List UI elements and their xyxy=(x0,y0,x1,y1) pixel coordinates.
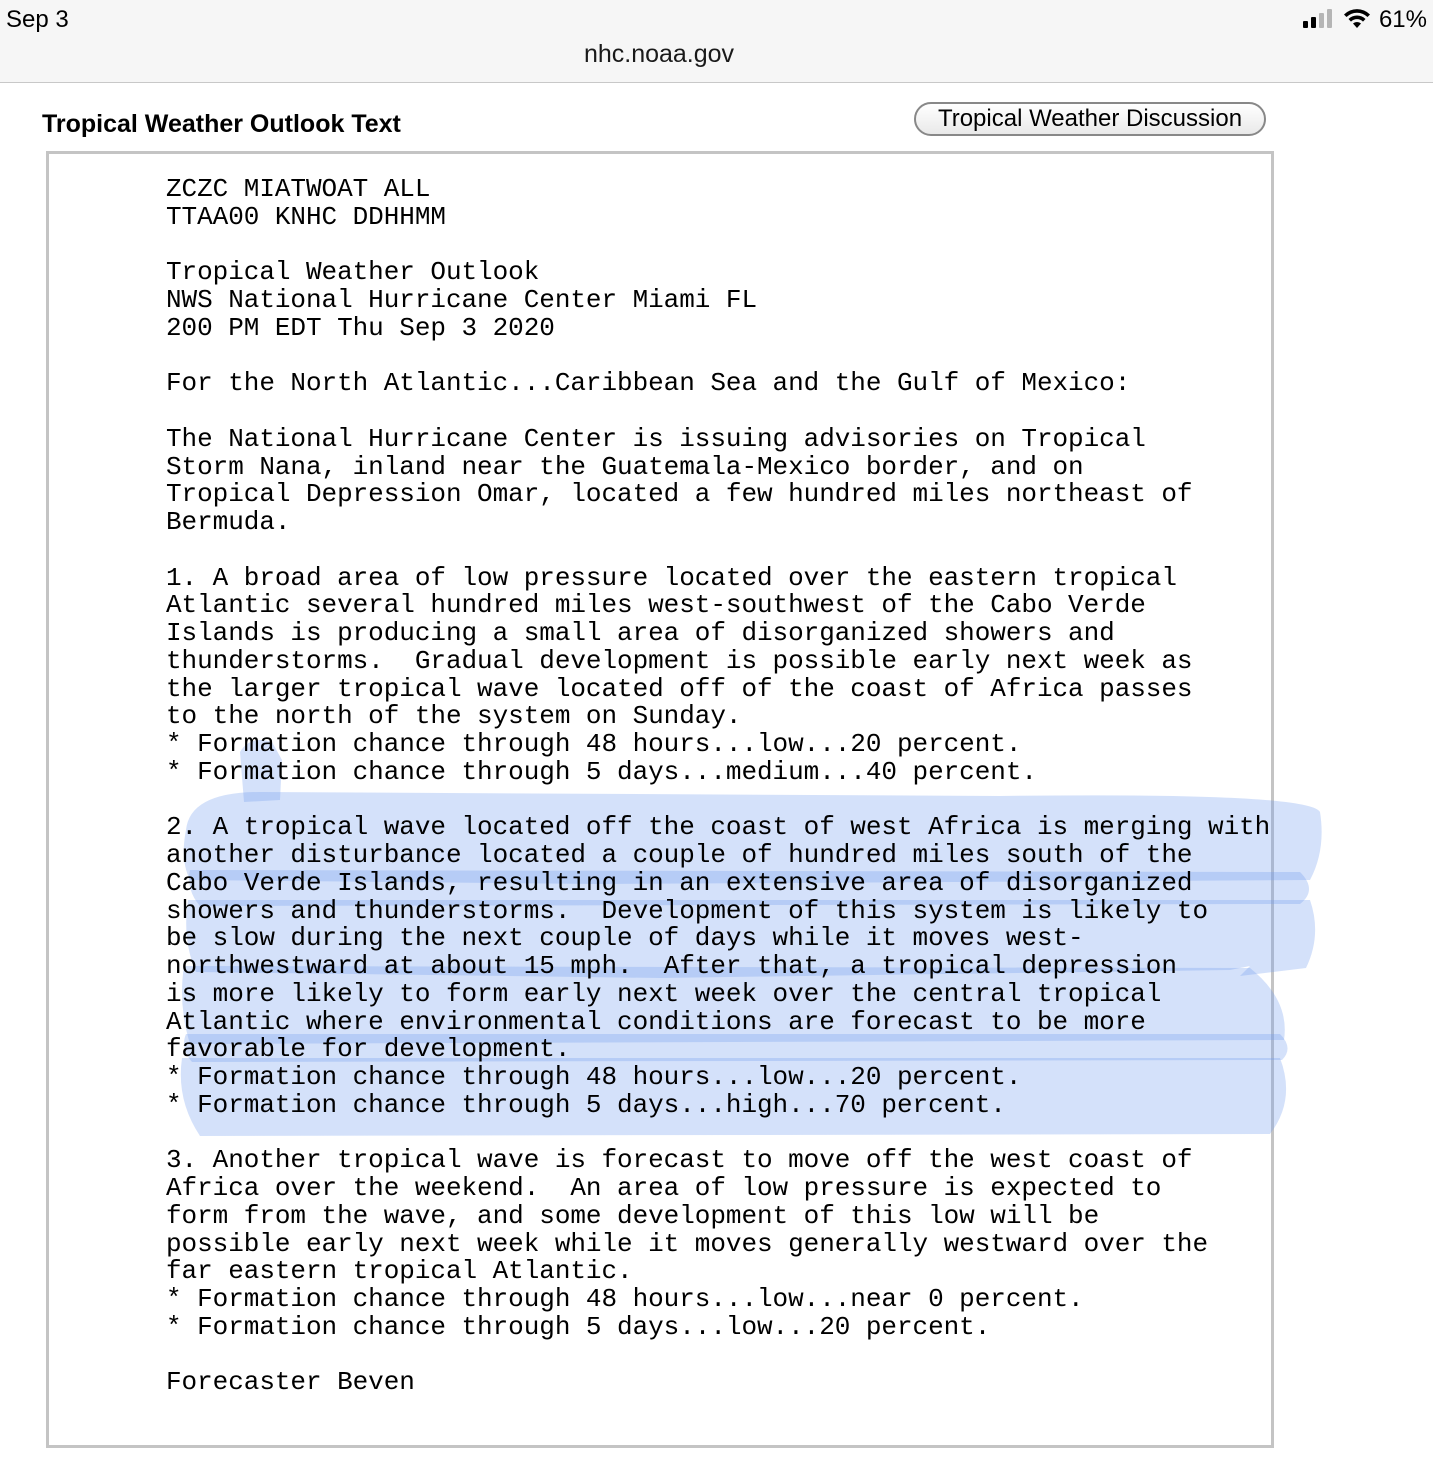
outlook-line: thunderstorms. Gradual development is possible early next week as xyxy=(166,645,1193,676)
outlook-text xyxy=(166,176,1270,1397)
outlook-line: Storm Nana, inland near the Guatemala-Mexico border, and on xyxy=(166,451,1084,482)
outlook-line: Bermuda. xyxy=(166,507,291,537)
outlook-line: Tropical Depression Omar, located a few hundred miles northeast of xyxy=(166,479,1193,510)
outlook-line: * Formation chance through 48 hours...low...20 percent. xyxy=(166,1062,1022,1092)
outlook-line: NWS National Hurricane Center Miami FL xyxy=(166,285,757,315)
status-date: Sep 3 xyxy=(6,6,69,33)
outlook-line: form from the wave, and some development of this low will be xyxy=(166,1200,1100,1231)
outlook-line: showers and thunderstorms. Development of this system is likely to xyxy=(166,895,1209,926)
status-indicators xyxy=(1303,5,1427,35)
cellular-signal-icon xyxy=(1303,8,1335,33)
outlook-line: 3. Another tropical wave is forecast to move off the west coast of xyxy=(166,1145,1193,1176)
outlook-line: * Formation chance through 5 days...low...20 percent. xyxy=(166,1311,991,1342)
outlook-line: far eastern tropical Atlantic. xyxy=(166,1256,633,1287)
outlook-line: * Formation chance through 5 days...medium...40 percent. xyxy=(166,756,1037,787)
browser-top-bar xyxy=(0,0,1433,83)
outlook-line: ZCZC MIATWOAT ALL xyxy=(166,174,431,204)
outlook-line: is more likely to form early next week over the central tropical xyxy=(166,978,1162,1009)
outlook-line: 200 PM EDT Thu Sep 3 2020 xyxy=(166,312,555,343)
outlook-line: favorable for development. xyxy=(166,1034,571,1065)
outlook-line: the larger tropical wave located off of the coast of Africa passes xyxy=(166,673,1193,704)
outlook-line: For the North Atlantic...Caribbean Sea and the Gulf of Mexico: xyxy=(166,368,1131,399)
outlook-line: Cabo Verde Islands, resulting in an extensive area of disorganized xyxy=(166,867,1193,898)
outlook-line: northwestward at about 15 mph. After that, a tropical depression xyxy=(166,951,1177,981)
outlook-line: * Formation chance through 48 hours...low...20 percent. xyxy=(166,729,1022,759)
outlook-line: 1. A broad area of low pressure located over the eastern tropical xyxy=(166,562,1177,593)
tropical-weather-discussion-button[interactable]: Tropical Weather Discussion xyxy=(914,102,1266,136)
address-bar-url[interactable]: nhc.noaa.gov xyxy=(583,40,735,68)
outlook-line: TTAA00 KNHC DDHHMM xyxy=(166,201,446,232)
outlook-line: The National Hurricane Center is issuing advisories on Tropical xyxy=(166,423,1146,454)
outlook-line: Tropical Weather Outlook xyxy=(166,257,540,288)
battery-percentage: 61% xyxy=(1378,6,1427,33)
outlook-line: possible early next week while it moves generally westward over the xyxy=(166,1228,1209,1259)
outlook-line: to the north of the system on Sunday. xyxy=(166,701,742,732)
wifi-icon xyxy=(1343,7,1371,34)
outlook-line: Atlantic several hundred miles west-southwest of the Cabo Verde xyxy=(166,590,1146,621)
page-title: Tropical Weather Outlook Text xyxy=(42,110,401,138)
outlook-line: be slow during the next couple of days while it moves west- xyxy=(166,923,1084,954)
outlook-line: Africa over the weekend. An area of low pressure is expected to xyxy=(166,1173,1162,1203)
outlook-line: * Formation chance through 5 days...high...70 percent. xyxy=(166,1089,1006,1120)
outlook-line: another disturbance located a couple of hundred miles south of the xyxy=(166,840,1193,870)
outlook-line: 2. A tropical wave located off the coast of west Africa is merging with xyxy=(166,812,1271,843)
outlook-line: * Formation chance through 48 hours...low...near 0 percent. xyxy=(166,1284,1084,1314)
outlook-line: Atlantic where environmental conditions are forecast to be more xyxy=(166,1006,1146,1037)
outlook-line: Islands is producing a small area of disorganized showers and xyxy=(166,618,1115,648)
outlook-line: Forecaster Beven xyxy=(166,1367,415,1398)
